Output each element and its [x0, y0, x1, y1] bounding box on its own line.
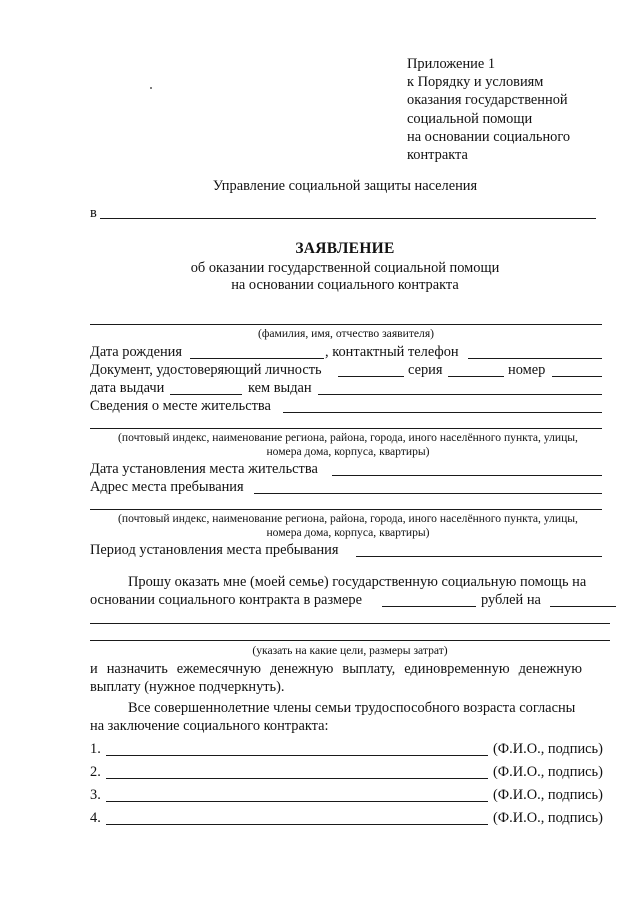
- number-line[interactable]: [552, 376, 602, 377]
- recipient-prefix: в: [90, 205, 97, 221]
- phone-label: , контактный телефон: [325, 344, 459, 360]
- member-sign-line[interactable]: [106, 824, 488, 825]
- stay-address-line-2[interactable]: [90, 509, 602, 510]
- birth-date-label: Дата рождения: [90, 344, 182, 360]
- series-line[interactable]: [448, 376, 504, 377]
- stay-period-line[interactable]: [356, 556, 602, 557]
- member-sign-line[interactable]: [106, 801, 488, 802]
- member-sign-line[interactable]: [106, 778, 488, 779]
- residence-date-label: Дата установления места жительства: [90, 461, 318, 477]
- scan-speck: [150, 87, 152, 89]
- purpose-line[interactable]: [550, 606, 616, 607]
- member-number: 2.: [90, 764, 101, 780]
- purpose-line-2[interactable]: [90, 623, 610, 624]
- issue-date-label: дата выдачи: [90, 380, 165, 396]
- issued-by-line[interactable]: [318, 394, 602, 395]
- id-document-label: Документ, удостоверяющий личность: [90, 362, 322, 378]
- birth-date-line[interactable]: [190, 358, 324, 359]
- fio-hint: (фамилия, имя, отчество заявителя): [257, 327, 435, 340]
- stay-address-label: Адрес места пребывания: [90, 479, 244, 495]
- issued-by-label: кем выдан: [248, 380, 312, 396]
- document-subtitle: на основании социального контракта: [231, 277, 459, 293]
- purpose-line-3[interactable]: [90, 640, 610, 641]
- phone-line[interactable]: [468, 358, 602, 359]
- annex-line: контракта: [407, 147, 468, 164]
- request-text: Прошу оказать мне (моей семье) государственную социальную помощь на: [128, 574, 587, 590]
- member-sign-hint: (Ф.И.О., подпись): [493, 810, 603, 826]
- member-sign-hint: (Ф.И.О., подпись): [493, 764, 603, 780]
- stay-address-line[interactable]: [254, 493, 602, 494]
- member-number: 1.: [90, 741, 101, 757]
- annex-line: на основании социального: [407, 128, 571, 145]
- address-hint: (почтовый индекс, наименование региона, района, города, иного населённого пункта, улицы,: [118, 431, 578, 444]
- residence-line[interactable]: [283, 412, 602, 413]
- fio-line[interactable]: [90, 324, 602, 325]
- id-document-line[interactable]: [338, 376, 404, 377]
- residence-date-line[interactable]: [332, 475, 602, 476]
- annex-line: социальной помощи: [407, 110, 533, 127]
- address-hint: номера дома, корпуса, квартиры): [266, 445, 430, 458]
- member-sign-hint: (Ф.И.О., подпись): [493, 787, 603, 803]
- recipient-org: Управление социальной защиты населения: [212, 178, 478, 194]
- amount-line[interactable]: [382, 606, 476, 607]
- residence-label: Сведения о месте жительства: [90, 398, 271, 414]
- member-number: 3.: [90, 787, 101, 803]
- document-subtitle: об оказании государственной социальной помощи: [190, 260, 500, 276]
- family-consent-text: на заключение социального контракта:: [90, 718, 329, 734]
- number-label: номер: [508, 362, 546, 378]
- address-hint: (почтовый индекс, наименование региона, района, города, иного населённого пункта, улицы,: [118, 512, 578, 525]
- payment-text: выплату (нужное подчеркнуть).: [90, 679, 285, 695]
- series-label: серия: [408, 362, 443, 378]
- annex-line: к Порядку и условиям: [407, 74, 544, 91]
- purpose-hint: (указать на какие цели, размеры затрат): [252, 644, 448, 657]
- member-sign-line[interactable]: [106, 755, 488, 756]
- member-sign-hint: (Ф.И.О., подпись): [493, 741, 603, 757]
- annex-line: оказания государственной: [407, 92, 568, 109]
- family-consent-text: Все совершеннолетние члены семьи трудоспособного возраста согласны: [128, 700, 576, 716]
- payment-text: и назначить ежемесячную денежную выплату, единовременную денежную: [90, 661, 582, 677]
- document-title: ЗАЯВЛЕНИЕ: [295, 240, 395, 257]
- address-hint: номера дома, корпуса, квартиры): [266, 526, 430, 539]
- member-number: 4.: [90, 810, 101, 826]
- request-text: рублей на: [481, 592, 541, 608]
- request-text: основании социального контракта в размере: [90, 592, 362, 608]
- issue-date-line[interactable]: [170, 394, 242, 395]
- stay-period-label: Период установления места пребывания: [90, 542, 339, 558]
- annex-block: [407, 55, 607, 164]
- residence-line-2[interactable]: [90, 428, 602, 429]
- recipient-line[interactable]: [100, 218, 596, 219]
- annex-line: Приложение 1: [407, 56, 496, 72]
